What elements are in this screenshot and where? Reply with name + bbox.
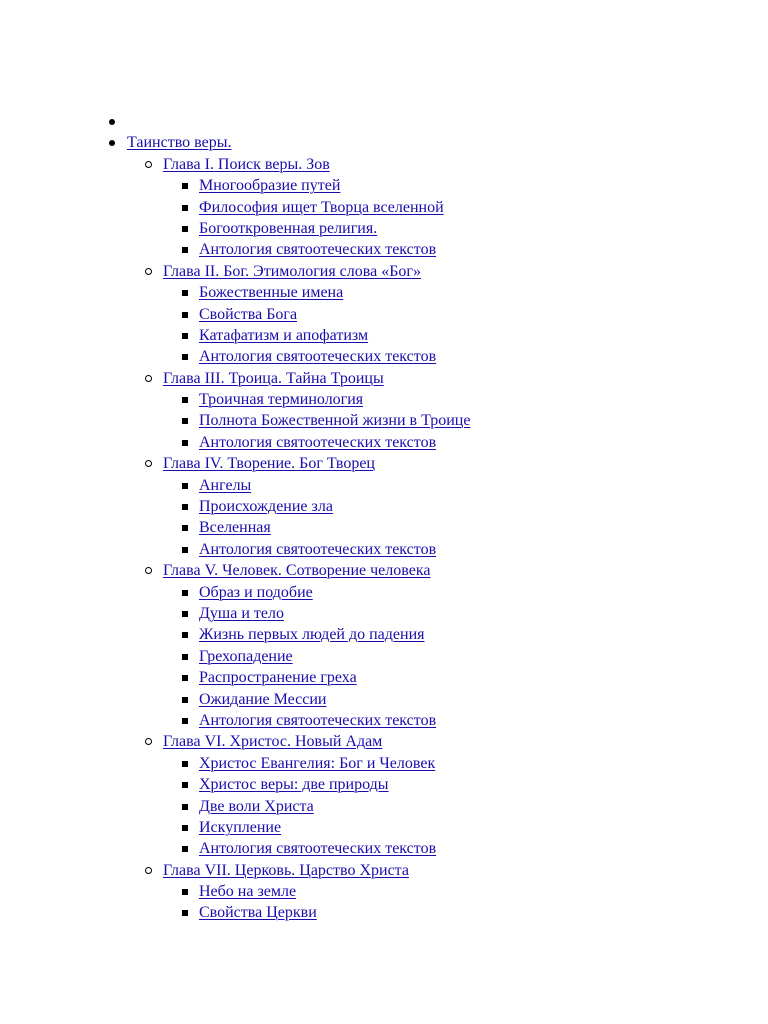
chapter-item[interactable]: [0, 560, 768, 581]
section-item[interactable]: [0, 603, 768, 624]
section-link[interactable]: Свойства Бога: [199, 305, 298, 323]
square-bullet-icon: [182, 782, 188, 788]
disc-bullet-icon: [109, 140, 115, 146]
section-item[interactable]: [0, 902, 768, 923]
section-item[interactable]: [0, 667, 768, 688]
square-bullet-icon: [182, 312, 188, 318]
section-link[interactable]: Две воли Христа: [199, 797, 314, 815]
toc-item: [0, 111, 768, 132]
square-bullet-icon: [182, 611, 188, 617]
square-bullet-icon: [182, 654, 188, 660]
section-item[interactable]: [0, 838, 768, 859]
toc-top-level-list: [0, 111, 768, 924]
chapter-link[interactable]: Глава VI. Христос. Новый Адам: [163, 733, 383, 751]
square-bullet-icon: [182, 825, 188, 831]
chapter-link[interactable]: Глава II. Бог. Этимология слова «Бог»: [163, 262, 421, 280]
circle-bullet-icon: [145, 738, 152, 745]
square-bullet-icon: [182, 632, 188, 638]
chapter-item[interactable]: [0, 154, 768, 175]
square-bullet-icon: [182, 718, 188, 724]
square-bullet-icon: [182, 354, 188, 360]
chapter-item[interactable]: [0, 261, 768, 282]
section-item[interactable]: [0, 539, 768, 560]
section-link[interactable]: Душа и тело: [199, 604, 284, 622]
chapter-item[interactable]: [0, 860, 768, 881]
section-item[interactable]: [0, 881, 768, 902]
section-item[interactable]: [0, 346, 768, 367]
square-bullet-icon: [182, 547, 188, 553]
section-item[interactable]: [0, 475, 768, 496]
square-bullet-icon: [182, 397, 188, 403]
section-item[interactable]: [0, 304, 768, 325]
section-item[interactable]: [0, 774, 768, 795]
chapter-link[interactable]: Глава III. Троица. Тайна Троицы: [163, 369, 384, 387]
section-link[interactable]: Антология святоотеческих текстов: [199, 540, 437, 558]
section-item[interactable]: [0, 325, 768, 346]
section-item[interactable]: [0, 432, 768, 453]
square-bullet-icon: [182, 675, 188, 681]
section-item[interactable]: [0, 175, 768, 196]
square-bullet-icon: [182, 183, 188, 189]
chapter-link[interactable]: Глава VII. Церковь. Царство Христа: [163, 861, 409, 879]
section-link[interactable]: Богооткровенная религия.: [199, 219, 378, 237]
chapter-item[interactable]: [0, 731, 768, 752]
section-item[interactable]: [0, 410, 768, 431]
square-bullet-icon: [182, 418, 188, 424]
section-item[interactable]: [0, 689, 768, 710]
section-link[interactable]: Катафатизм и апофатизм: [199, 326, 369, 344]
circle-bullet-icon: [145, 161, 152, 168]
section-link[interactable]: Искупление: [199, 818, 282, 836]
square-bullet-icon: [182, 504, 188, 510]
section-link[interactable]: Философия ищет Творца вселенной: [199, 198, 444, 216]
disc-bullet-icon: [109, 119, 115, 125]
circle-bullet-icon: [145, 375, 152, 382]
section-item[interactable]: [0, 710, 768, 731]
section-link[interactable]: Христос веры: две природы: [199, 776, 389, 794]
section-item[interactable]: [0, 389, 768, 410]
section-item[interactable]: [0, 817, 768, 838]
section-item[interactable]: [0, 582, 768, 603]
section-item[interactable]: [0, 218, 768, 239]
section-link[interactable]: Жизнь первых людей до падения: [199, 626, 425, 644]
section-link[interactable]: Грехопадение: [199, 647, 293, 665]
chapter-link[interactable]: Глава I. Поиск веры. Зов: [163, 155, 330, 173]
square-bullet-icon: [182, 290, 188, 296]
section-item[interactable]: [0, 496, 768, 517]
section-link[interactable]: Антология святоотеческих текстов: [199, 840, 437, 858]
section-item[interactable]: [0, 646, 768, 667]
section-link[interactable]: Многообразие путей: [199, 177, 341, 195]
toc-item-link[interactable]: Таинство веры.: [127, 134, 232, 152]
toc-item[interactable]: [0, 132, 768, 153]
square-bullet-icon: [182, 440, 188, 446]
section-link[interactable]: Ангелы: [199, 476, 252, 494]
section-link[interactable]: Вселенная: [199, 519, 271, 537]
square-bullet-icon: [182, 697, 188, 703]
section-link[interactable]: Христос Евангелия: Бог и Человек: [199, 754, 436, 772]
section-link[interactable]: Небо на земле: [199, 883, 297, 901]
table-of-contents: [0, 111, 768, 924]
square-bullet-icon: [182, 247, 188, 253]
section-link[interactable]: Свойства Церкви: [199, 904, 317, 922]
square-bullet-icon: [182, 761, 188, 767]
section-item[interactable]: [0, 753, 768, 774]
section-link[interactable]: Ожидание Мессии: [199, 690, 327, 708]
section-link[interactable]: Антология святоотеческих текстов: [199, 711, 437, 729]
section-link[interactable]: Троичная терминология: [199, 391, 364, 409]
section-link[interactable]: Антология святоотеческих текстов: [199, 433, 437, 451]
section-link[interactable]: Антология святоотеческих текстов: [199, 241, 437, 259]
section-item[interactable]: [0, 239, 768, 260]
square-bullet-icon: [182, 910, 188, 916]
chapter-link[interactable]: Глава V. Человек. Сотворение человека: [163, 562, 431, 580]
section-link[interactable]: Происхождение зла: [199, 498, 333, 516]
square-bullet-icon: [182, 483, 188, 489]
section-link[interactable]: Образ и подобие: [199, 583, 313, 601]
circle-bullet-icon: [145, 460, 152, 467]
chapter-item[interactable]: [0, 368, 768, 389]
section-link[interactable]: Полнота Божественной жизни в Троице: [199, 412, 471, 430]
chapter-item[interactable]: [0, 453, 768, 474]
section-link[interactable]: Божественные имена: [199, 284, 344, 302]
section-item[interactable]: [0, 197, 768, 218]
square-bullet-icon: [182, 525, 188, 531]
section-item[interactable]: [0, 282, 768, 303]
chapter-link[interactable]: Глава IV. Творение. Бог Творец: [163, 455, 375, 473]
square-bullet-icon: [182, 205, 188, 211]
section-item[interactable]: [0, 796, 768, 817]
section-link[interactable]: Антология святоотеческих текстов: [199, 348, 437, 366]
square-bullet-icon: [182, 846, 188, 852]
section-link[interactable]: Распространение греха: [199, 669, 357, 687]
circle-bullet-icon: [145, 867, 152, 874]
circle-bullet-icon: [145, 567, 152, 574]
square-bullet-icon: [182, 226, 188, 232]
square-bullet-icon: [182, 889, 188, 895]
square-bullet-icon: [182, 333, 188, 339]
square-bullet-icon: [182, 590, 188, 596]
section-item[interactable]: [0, 624, 768, 645]
section-item[interactable]: [0, 517, 768, 538]
square-bullet-icon: [182, 804, 188, 810]
circle-bullet-icon: [145, 268, 152, 275]
